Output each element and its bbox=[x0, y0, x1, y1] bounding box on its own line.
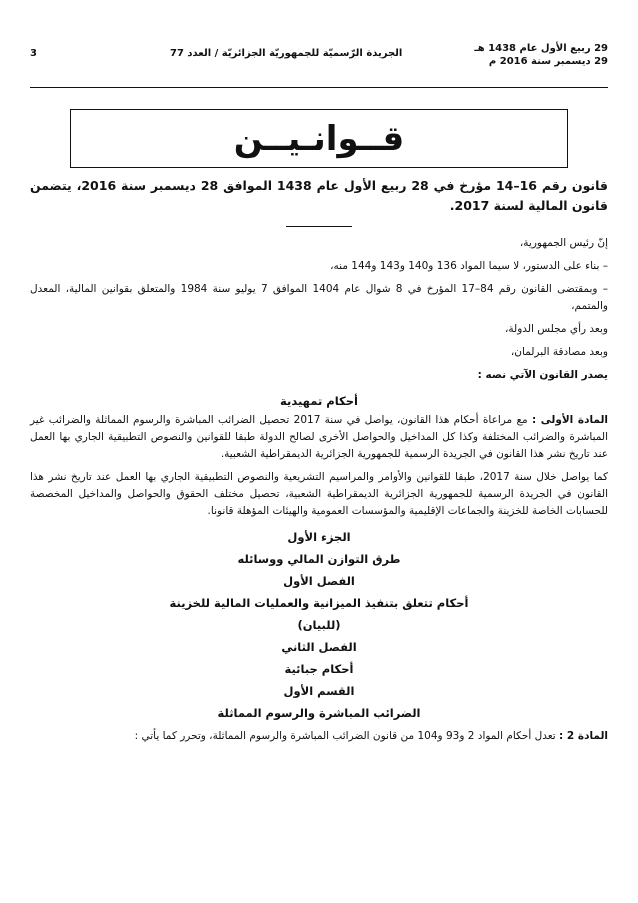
heading-chapter: الفصل الأول bbox=[283, 574, 355, 588]
document-body bbox=[30, 176, 608, 745]
heading-chapter-title: أحكام تتعلق بتنفيذ الميزانية والعمليات المالية للخزينة bbox=[169, 596, 469, 610]
heading-chapter-2-title: أحكام جبائية bbox=[284, 662, 354, 676]
separator-line bbox=[286, 226, 352, 227]
gazette-issue: الجريدة الرّسميّة للجمهوريّة الجزائريّة / العدد 77 bbox=[170, 48, 403, 59]
date-hijri: 29 ربيع الأول عام 1438 هـ bbox=[474, 43, 608, 54]
article-1-paragraph-2: كما يواصل خلال سنة 2017، طبقا للقوانين والأوامر والمراسيم التشريعية والنصوص التطبيقية الجاري بها العمل عند تاريخ نشر هذا القانون في الجريدة الرسمية للجمهورية الجزائرية الديمقراطية الشعبية، تحصيل مختلف الحقوق والحواصل والمداخيل المخصصة للحسابات الخاصة للخزينة والجماعات الإقليمية والمؤسسات العمومية والهيئات المؤهلة قانونا. bbox=[30, 471, 608, 517]
preamble-line: – وبمقتضى القانون رقم 84–17 المؤرخ في 8 شوال عام 1404 الموافق 7 يوليو سنة 1984 والمتعلق بقوانين المالية، المعدل والمتمم، bbox=[30, 283, 609, 312]
preamble-line: وبعد رأي مجلس الدولة، bbox=[505, 323, 608, 335]
header-dates bbox=[474, 42, 608, 68]
heading-note: (للبيان) bbox=[297, 618, 341, 632]
heading-preliminary: أحكام تمهيدية bbox=[280, 394, 358, 408]
promulgation: يصدر القانون الآتي نصه : bbox=[477, 369, 608, 381]
page-header bbox=[30, 40, 608, 88]
heading-section: القسم الأول bbox=[283, 684, 355, 698]
heading-part-title: طرق التوازن المالي ووسائله bbox=[237, 552, 401, 566]
preamble-line: وبعد مصادقة البرلمان، bbox=[510, 346, 608, 358]
article-1 bbox=[30, 412, 608, 463]
article-1-label: المادة الأولى : bbox=[531, 414, 609, 426]
header-divider bbox=[30, 87, 608, 88]
heading-section-title: الضرائب المباشرة والرسوم المماثلة bbox=[217, 706, 421, 720]
article-1-text: مع مراعاة أحكام هذا القانون، يواصل في سنة 2017 تحصيل الضرائب المباشرة والرسوم المماثلة والضرائب غير المباشرة والضرائب المختلفة وكذا كل المداخيل والحواصل الأخرى لصالح الدولة طبقا للقوانين والنصوص التطبيقية الجاري بها العمل عند تاريخ نشر هذا القانون في الجريدة الرسمية للجمهورية الجزائرية الديمقراطية الشعبية. bbox=[30, 414, 608, 460]
preamble-line: – بناء على الدستور، لا سيما المواد 136 و140 و143 و144 منه، bbox=[330, 260, 608, 272]
heading-chapter-2: الفصل الثاني bbox=[281, 640, 357, 654]
article-2-text: تعدل أحكام المواد 2 و93 و104 من قانون الضرائب المباشرة والرسوم المماثلة، وتحرر كما يأتي : bbox=[134, 730, 560, 742]
page-number: 3 bbox=[30, 48, 37, 59]
law-title: قانون رقم 16–14 مؤرخ في 28 ربيع الأول عام 1438 الموافق 28 ديسمبر سنة 2016، يتضمن قانون المالية لسنة 2017. bbox=[30, 178, 608, 213]
preamble-line: إنّ رئيس الجمهورية، bbox=[519, 237, 608, 249]
article-2-label: المادة 2 : bbox=[559, 730, 608, 742]
section-title-box bbox=[70, 109, 568, 168]
date-gregorian: 29 ديسمبر سنة 2016 م bbox=[488, 56, 608, 67]
article-2 bbox=[30, 728, 608, 745]
heading-part: الجزء الأول bbox=[287, 530, 351, 544]
section-title: قــوانـيــن bbox=[233, 118, 405, 159]
